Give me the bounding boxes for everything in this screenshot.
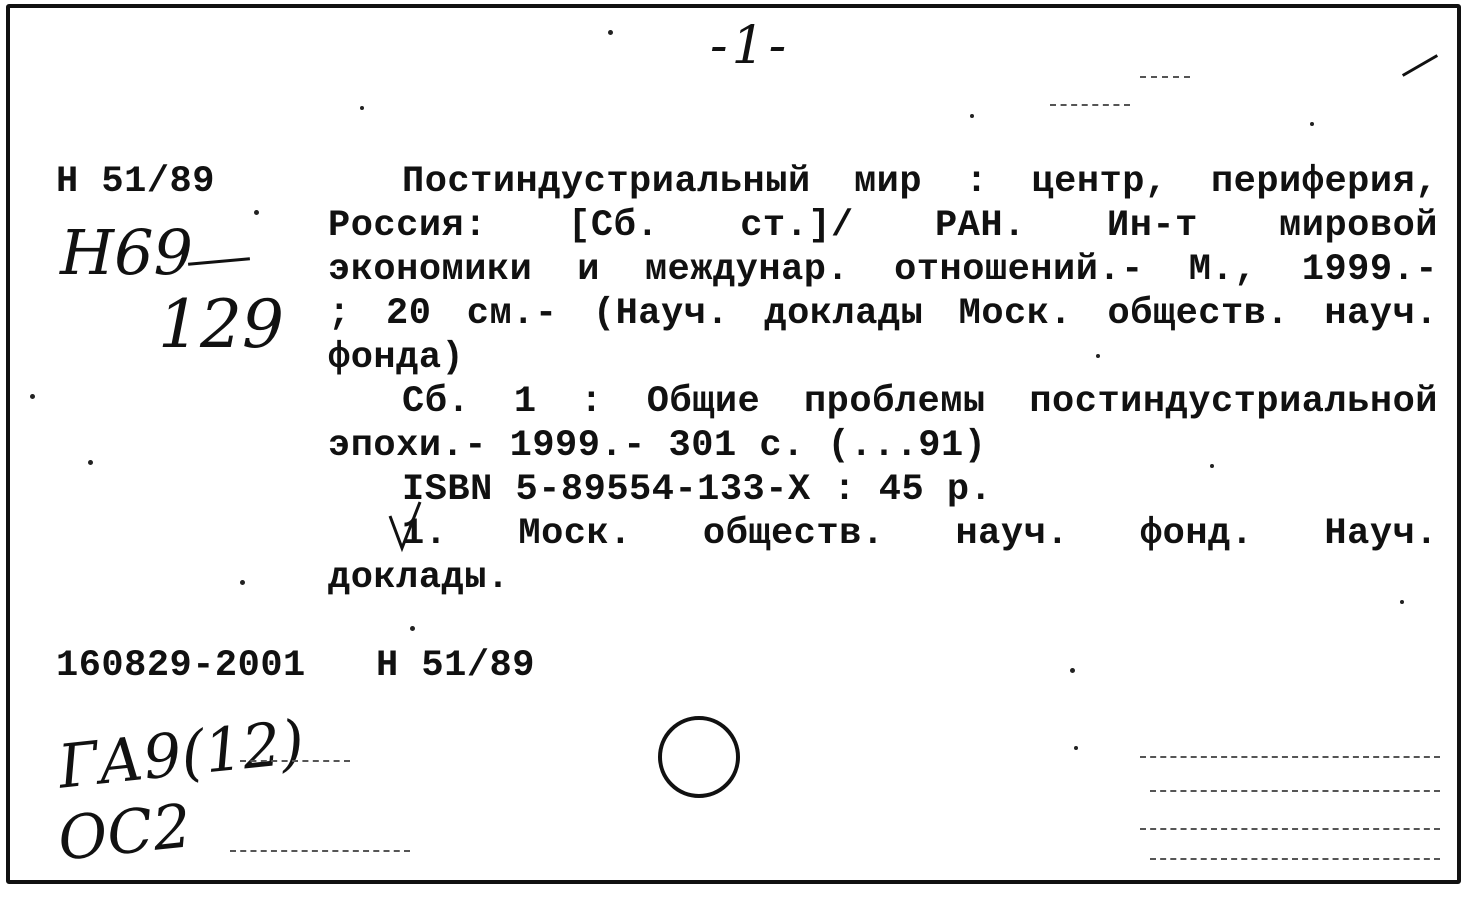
scan-noise	[360, 106, 364, 110]
scan-noise	[1050, 104, 1130, 106]
entry-line-3: экономики и междунар. отношений.- М., 1999.-	[328, 249, 1438, 291]
entry-line-8-isbn: ISBN 5-89554-133-X : 45 р.	[402, 469, 993, 511]
handwritten-call-number-1: Н69	[60, 216, 193, 289]
scan-noise	[970, 114, 974, 118]
entry-line-7: эпохи.- 1999.- 301 с. (...91)	[328, 425, 987, 467]
catalog-card	[6, 4, 1461, 884]
page-number: -1-	[710, 16, 791, 76]
scan-noise	[608, 30, 613, 35]
scan-noise	[410, 626, 415, 631]
scan-noise	[1140, 756, 1440, 758]
scan-noise	[88, 460, 93, 465]
scan-noise	[240, 580, 245, 585]
entry-line-6: Сб. 1 : Общие проблемы постиндустриальной	[402, 381, 1438, 423]
handwritten-classification-1: ГА9(12)	[55, 707, 308, 803]
scan-noise	[1150, 858, 1440, 860]
scan-noise	[1140, 828, 1440, 830]
scan-noise	[30, 394, 35, 399]
punch-hole	[658, 716, 740, 798]
scan-noise	[1096, 354, 1100, 358]
shelfmark: Н 51/89	[56, 161, 215, 203]
scan-noise	[1310, 122, 1314, 126]
entry-line-2: Россия: [Сб. ст.]/ РАН. Ин-т мировой	[328, 205, 1438, 247]
scan-noise	[1074, 746, 1078, 750]
handwritten-classification-2: ОС2	[54, 791, 195, 875]
scan-noise	[254, 210, 259, 215]
scan-noise	[1150, 790, 1440, 792]
entry-line-4: ; 20 см.- (Науч. доклады Моск. обществ. науч.	[328, 293, 1438, 335]
scan-noise	[1070, 668, 1075, 673]
check-mark-icon	[386, 498, 426, 558]
scan-noise	[1402, 54, 1438, 77]
scan-noise	[1210, 464, 1214, 468]
handwritten-underline	[188, 257, 250, 265]
scan-noise	[1140, 76, 1190, 78]
bibliographic-entry	[328, 160, 1438, 600]
footer-shelfmark: Н 51/89	[376, 645, 535, 687]
scan-noise	[240, 760, 350, 762]
handwritten-call-number-2: 129	[158, 286, 284, 363]
entry-line-5: фонда)	[328, 337, 465, 379]
entry-line-9: 1. Моск. обществ. науч. фонд. Науч.	[402, 513, 1438, 555]
entry-line-1: Постиндустриальный мир : центр, периферия,	[402, 161, 1438, 203]
scan-noise	[1400, 600, 1404, 604]
accession-number: 160829-2001	[56, 645, 306, 687]
scan-noise	[230, 850, 410, 852]
entry-line-10: доклады.	[328, 557, 510, 599]
